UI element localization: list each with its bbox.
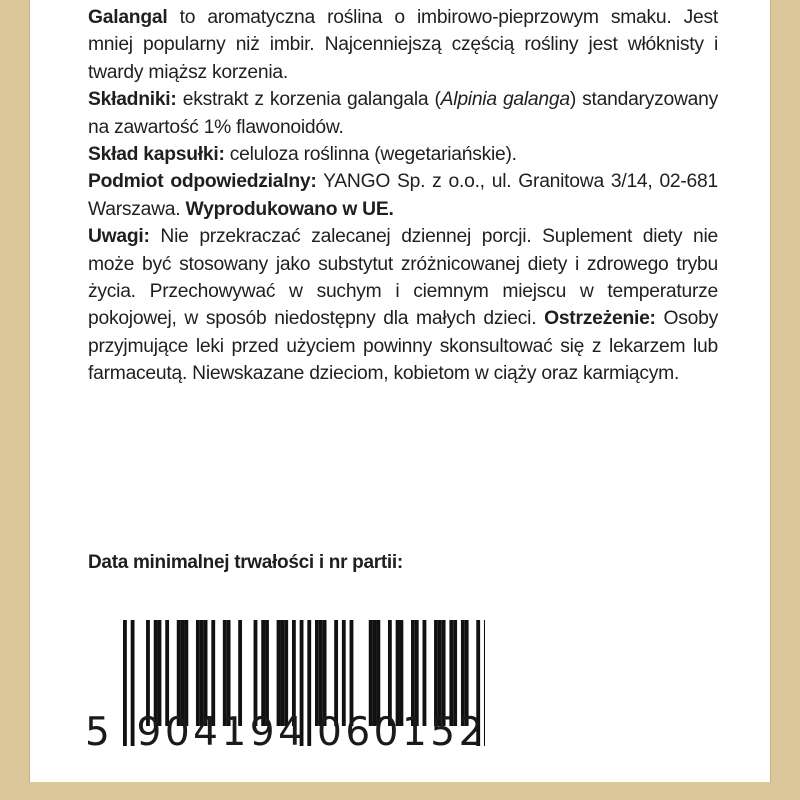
galangal-heading: Galangal	[88, 7, 168, 28]
galangal-description: to aromatyczna roślina o imbirowo-pieprzowym smaku. Jest mniej popularny niż imbir. Najcenniejszą częścią rośliny jest włóknisty i twardy miąższ korzenia.	[88, 7, 718, 83]
sklad-kapsulki-text: celuloza roślinna (wegetariańskie).	[224, 144, 517, 166]
uwagi-heading: Uwagi:	[88, 226, 150, 248]
skladniki-heading: Składniki:	[88, 89, 177, 111]
frame-inner-line-right	[770, 0, 771, 782]
label-text-block	[88, 4, 718, 388]
uwagi-text: Nie przekraczać zalecanej dziennej porcji. Suplement diety nie może być stosowany jako substytut zróżnicowanej diety i zdrowego trybu życia. Przechowywać w suchym i ciemnym miejscu w temperaturze pokojowej, w sposób niedostępny dla małych dzieci.	[88, 226, 718, 330]
made-in-eu: Wyprodukowano w UE.	[185, 198, 394, 220]
paragraph-skladniki	[88, 86, 718, 141]
podmiot-text: YANGO Sp. z o.o., ul. Granitowa 3/14, 02-681 Warszawa.	[88, 171, 718, 220]
barcode-first-digit: 5	[85, 710, 110, 755]
barcode-right-group: 060152	[317, 710, 487, 755]
barcode-left-group: 904194	[136, 710, 307, 755]
frame-inner-line-left	[29, 0, 30, 782]
sklad-kapsulki-heading: Skład kapsułki:	[88, 144, 225, 166]
paragraph-sklad-kapsulki	[88, 141, 718, 168]
ostrzezenie-text: Osoby przyjmujące leki przed użyciem powinny skonsultować się z lekarzem lub farmaceutą. Niewskazane dzieciom, kobietom w ciąży oraz karmiącym.	[88, 308, 718, 385]
latin-name: Alpinia galanga	[440, 89, 570, 111]
best-before-label: Data minimalnej trwałości i nr partii:	[88, 552, 403, 573]
barcode-digits	[85, 710, 485, 764]
ean13-barcode	[85, 614, 485, 770]
paragraph-podmiot	[88, 168, 718, 223]
podmiot-heading: Podmiot odpowiedzialny:	[88, 171, 317, 193]
ostrzezenie-heading: Ostrzeżenie:	[544, 308, 656, 330]
paragraph-galangal	[88, 4, 718, 86]
skladniki-text-2: ) standaryzowany na zawartość 1% flawonoidów.	[88, 89, 718, 138]
frame-bottom-border	[0, 782, 800, 800]
frame-left-border	[0, 0, 29, 800]
paragraph-uwagi	[88, 223, 718, 387]
skladniki-text-1: ekstrakt z korzenia galangala (	[176, 89, 441, 111]
frame-right-border	[771, 0, 800, 800]
